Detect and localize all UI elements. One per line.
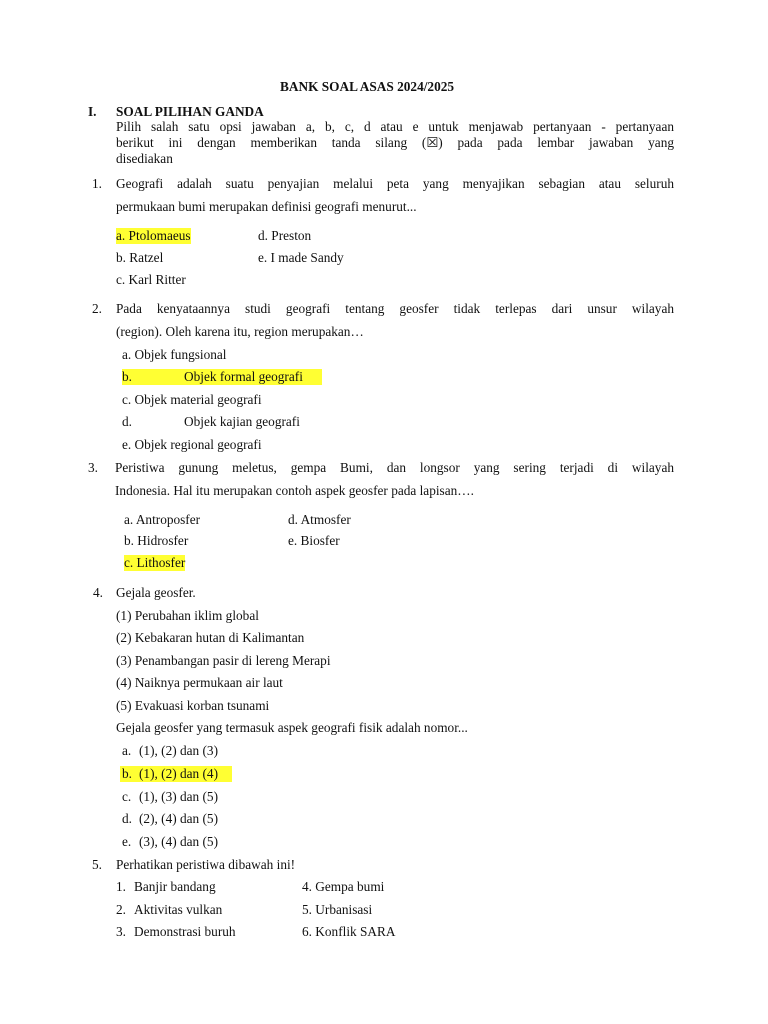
q2-option-c: c. Objek material geografi (122, 392, 262, 407)
question-2-line-1: Pada kenyataannya studi geografi tentang geosfer tidak terlepas dari unsur wilayah (116, 301, 674, 316)
q5-right-item-5: 5. Urbanisasi (302, 902, 373, 917)
q4-option-d-text: (2), (4) dan (5) (139, 811, 219, 826)
q4-option-c-text: (1), (3) dan (5) (139, 789, 219, 804)
question-5-number: 5. (92, 857, 102, 872)
q4-option-e-letter: e. (122, 834, 132, 849)
q3-option-e: e. Biosfer (288, 533, 340, 548)
question-3-number: 3. (88, 460, 98, 475)
instruction-line-3: disediakan (116, 151, 173, 166)
question-5-stem: Perhatikan peristiwa dibawah ini! (116, 857, 296, 872)
q5-left-item-2-text: Aktivitas vulkan (134, 902, 223, 917)
q5-left-item-3-text: Demonstrasi buruh (134, 924, 236, 939)
q5-left-item-2-num: 2. (116, 902, 126, 917)
question-4-number: 4. (93, 585, 103, 600)
q1-option-a-highlighted: a. Ptolomaeus (116, 228, 191, 243)
q5-left-item-1-text: Banjir bandang (134, 879, 216, 894)
q4-item-1: (1) Perubahan iklim global (116, 608, 259, 623)
q4-option-b-letter: b. (122, 766, 132, 781)
page-title: BANK SOAL ASAS 2024/2025 (280, 79, 455, 94)
question-3-line-2: Indonesia. Hal itu merupakan contoh aspek geosfer pada lapisan…. (115, 483, 474, 498)
question-1-line-2: permukaan bumi merupakan definisi geografi menurut... (116, 199, 417, 214)
question-1-line-1: Geografi adalah suatu penyajian melalui peta yang menyajikan sebagian atau seluruh (116, 176, 674, 191)
q1-option-e: e. I made Sandy (258, 250, 344, 265)
q4-item-3: (3) Penambangan pasir di lereng Merapi (116, 653, 331, 668)
q3-option-d: d. Atmosfer (288, 512, 351, 527)
section-heading: SOAL PILIHAN GANDA (116, 104, 264, 119)
q4-option-b-highlighted (120, 766, 232, 782)
question-3-line-1: Peristiwa gunung meletus, gempa Bumi, dan longsor yang sering terjadi di wilayah (115, 460, 674, 475)
q3-option-b: b. Hidrosfer (124, 533, 189, 548)
q2-option-d-letter: d. (122, 414, 132, 429)
q2-option-d-text: Objek kajian geografi (184, 414, 300, 429)
q4-option-b-text: (1), (2) dan (4) (139, 766, 219, 781)
q1-option-b: b. Ratzel (116, 250, 164, 265)
question-4-question: Gejala geosfer yang termasuk aspek geografi fisik adalah nomor... (116, 720, 468, 735)
q4-item-5: (5) Evakuasi korban tsunami (116, 698, 270, 713)
section-number: I. (88, 104, 97, 119)
q5-left-item-3-num: 3. (116, 924, 126, 939)
q1-option-c: c. Karl Ritter (116, 272, 186, 287)
q4-option-a-text: (1), (2) dan (3) (139, 743, 219, 758)
instruction-line-1: Pilih salah satu opsi jawaban a, b, c, d atau e untuk menjawab pertanyaan - pertanyaan (116, 119, 674, 134)
question-4-stem: Gejala geosfer. (116, 585, 196, 600)
q4-option-c-letter: c. (122, 789, 132, 804)
question-1-number: 1. (92, 176, 102, 191)
q2-option-a: a. Objek fungsional (122, 347, 227, 362)
q4-option-a-letter: a. (122, 743, 132, 758)
question-2-line-2: (region). Oleh karena itu, region merupakan… (116, 324, 364, 339)
q3-option-c-highlighted: c. Lithosfer (124, 555, 186, 570)
q4-item-4: (4) Naiknya permukaan air laut (116, 675, 283, 690)
q2-option-e: e. Objek regional geografi (122, 437, 262, 452)
q4-item-2: (2) Kebakaran hutan di Kalimantan (116, 630, 305, 645)
instruction-line-2: berikut ini dengan memberikan tanda silang (☒) pada pada lembar jawaban yang (116, 135, 674, 150)
q4-option-e-text: (3), (4) dan (5) (139, 834, 219, 849)
question-2-number: 2. (92, 301, 102, 316)
q5-right-item-6: 6. Konflik SARA (302, 924, 396, 939)
q4-option-d-letter: d. (122, 811, 132, 826)
q3-option-a: a. Antroposfer (124, 512, 201, 527)
q2-option-b-highlighted (122, 369, 322, 385)
q2-option-b-letter: b. (122, 369, 132, 384)
q1-option-d: d. Preston (258, 228, 312, 243)
q5-left-item-1-num: 1. (116, 879, 126, 894)
q5-right-item-4: 4. Gempa bumi (302, 879, 385, 894)
q2-option-b-text: Objek formal geografi (184, 369, 303, 384)
